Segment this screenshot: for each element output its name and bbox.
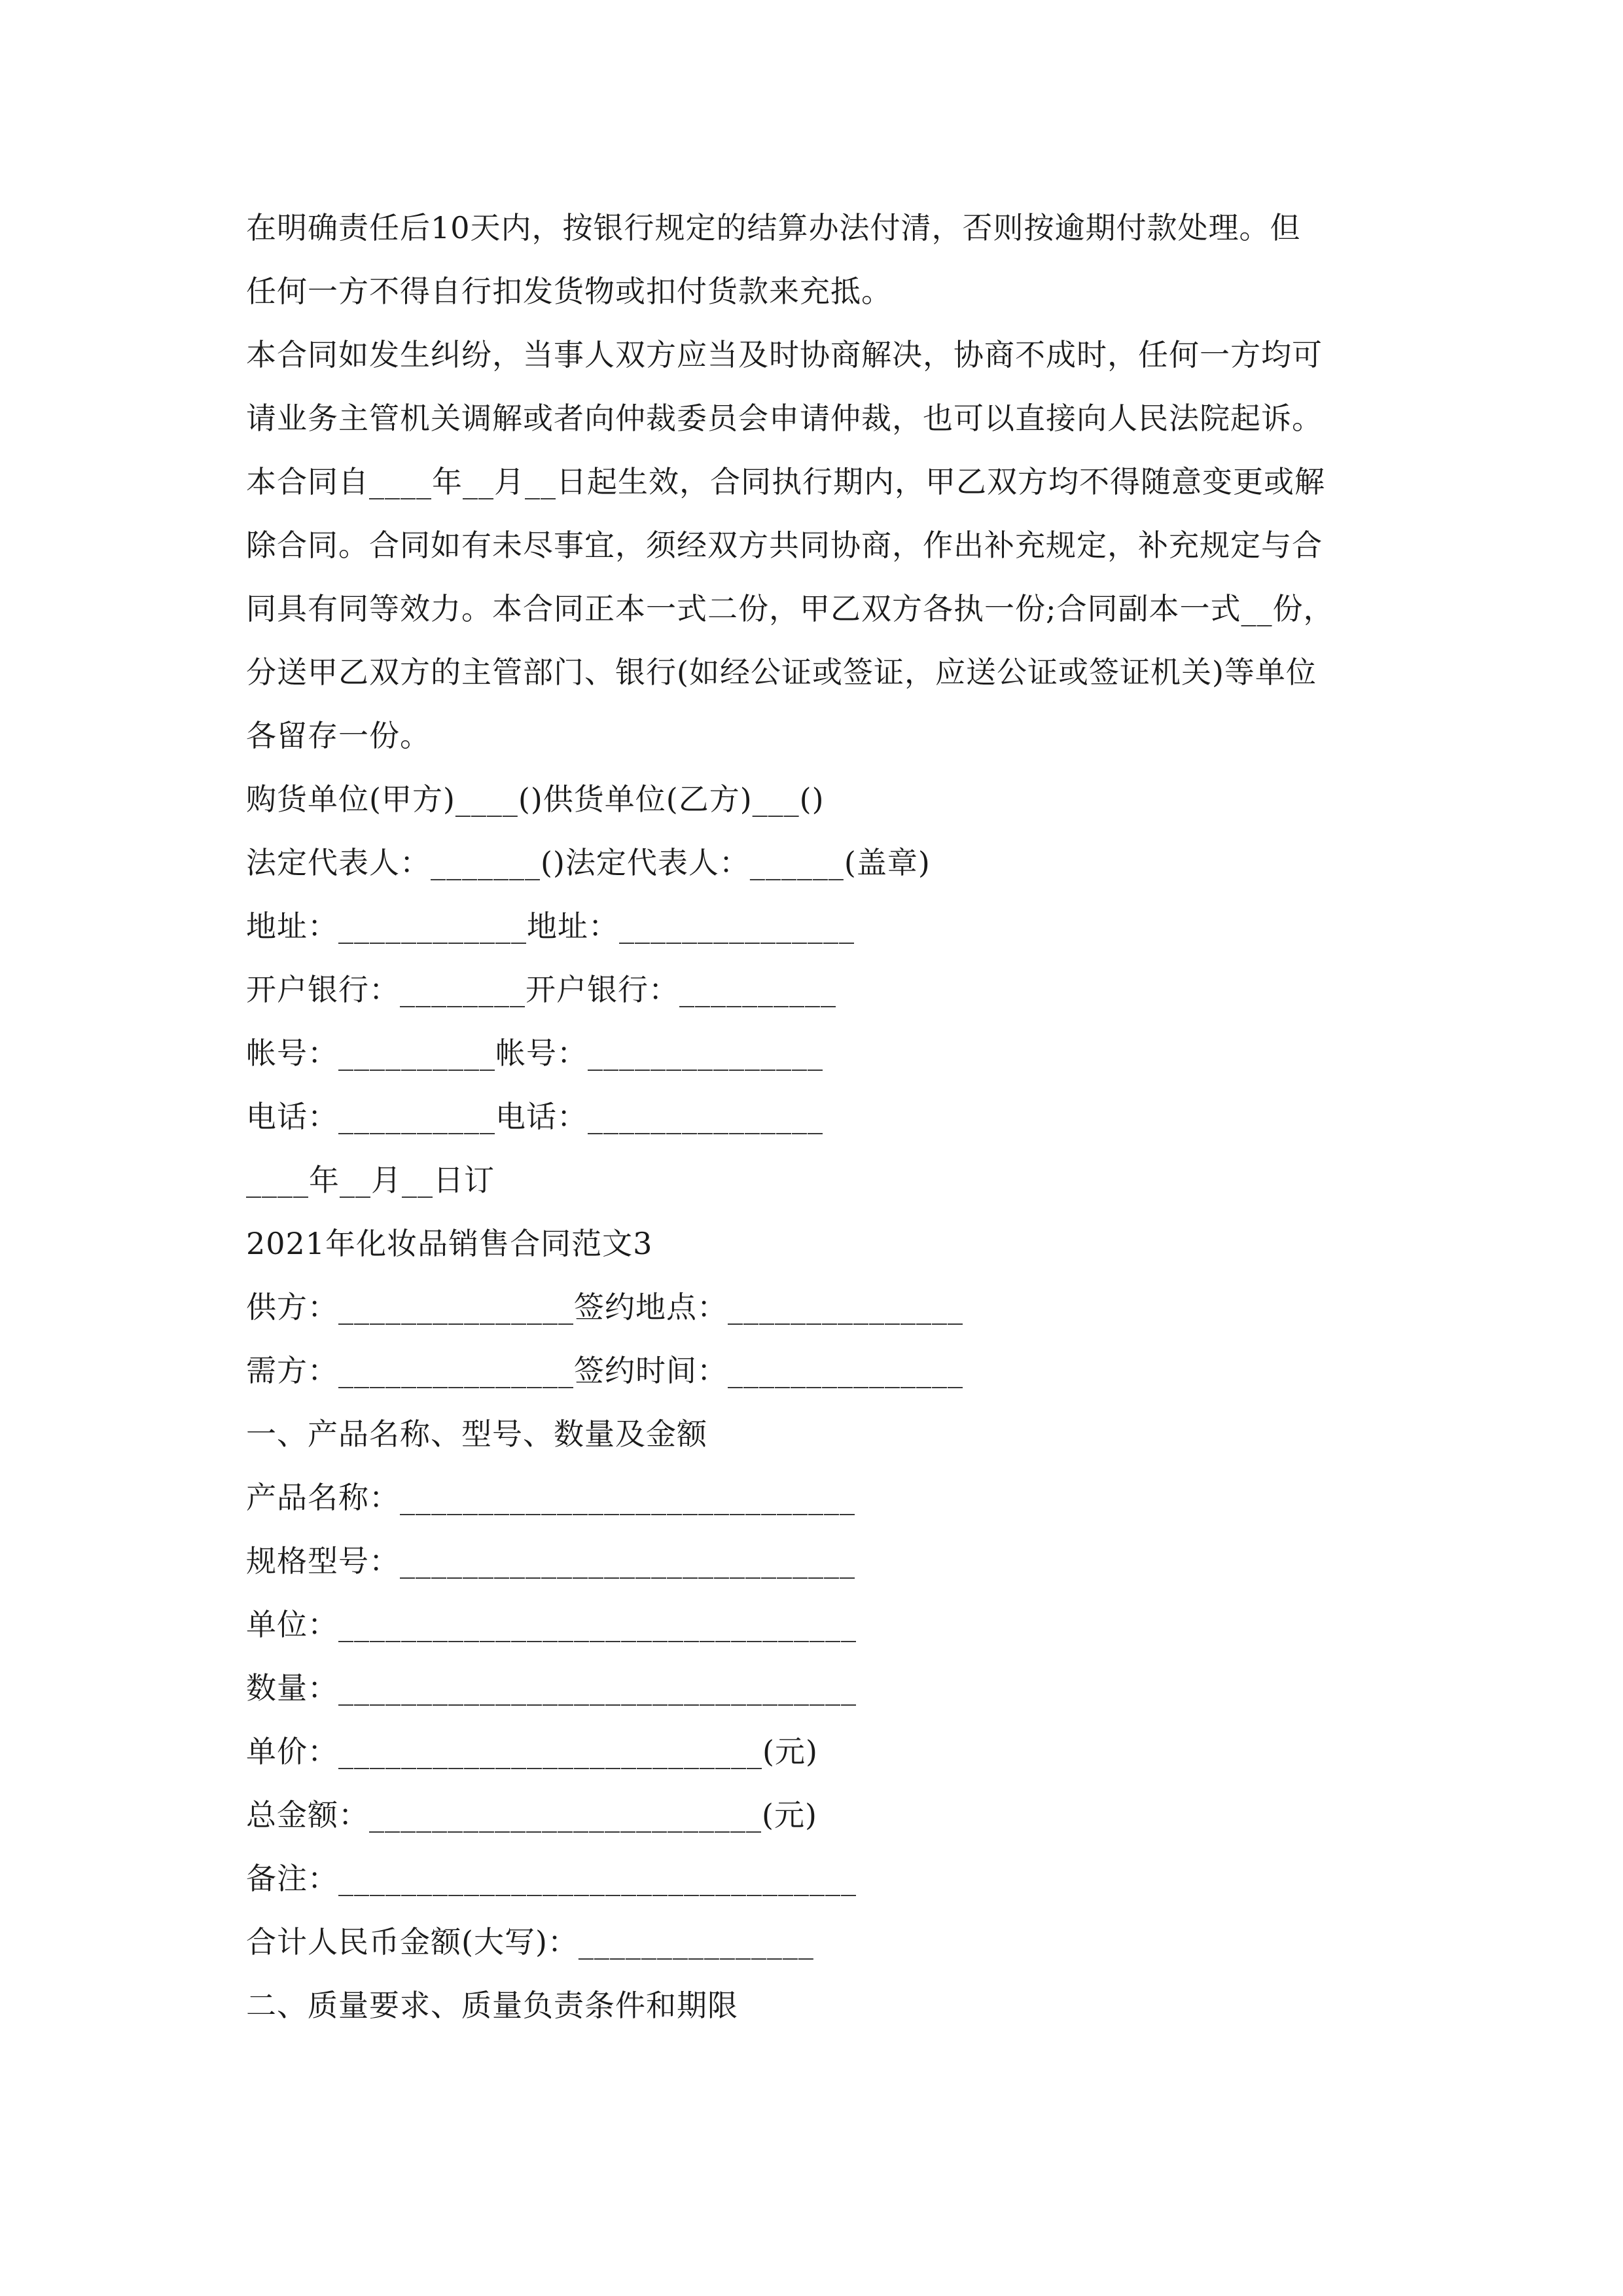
paragraph-line: 同具有同等效力。本合同正本一式二份，甲乙双方各执一份;合同副本一式__份， [246,591,1334,626]
form-line-total: 总金额：_________________________(元) [246,1797,817,1833]
form-line-amount-in-words: 合计人民币金额(大写)：_______________ [246,1924,814,1960]
form-line-model: 规格型号：_____________________________ [246,1543,855,1579]
paragraph-line: 请业务主管机关调解或者向仲裁委员会申请仲裁，也可以直接向人民法院起诉。 [246,401,1323,436]
signature-line-representative: 法定代表人：_______()法定代表人：______(盖章) [246,845,931,880]
form-line-supplier: 供方：_______________签约地点：_______________ [246,1289,963,1325]
signature-line-bank: 开户银行：________开户银行：__________ [246,972,836,1007]
paragraph-line: 除合同。合同如有未尽事宜，须经双方共同协商，作出补充规定，补充规定与合 [246,528,1323,563]
form-line-remarks: 备注：_________________________________ [246,1861,857,1896]
paragraph-line: 任何一方不得自行扣发货物或扣付货款来充抵。 [246,274,892,309]
signature-line-account: 帐号：__________帐号：_______________ [246,1035,823,1071]
clause-heading: 一、产品名称、型号、数量及金额 [246,1416,707,1452]
form-line-unit: 单位：_________________________________ [246,1607,857,1642]
form-line-buyer: 需方：_______________签约时间：_______________ [246,1353,963,1388]
paragraph-line: 各留存一份。 [246,718,431,753]
form-line-unit-price: 单价：___________________________(元) [246,1734,818,1769]
paragraph-line: 本合同自____年__月__日起生效，合同执行期内，甲乙双方均不得随意变更或解 [246,464,1325,499]
signature-date-line: ____年__月__日订 [246,1162,495,1198]
paragraph-line: 本合同如发生纠纷，当事人双方应当及时协商解决，协商不成时，任何一方均可 [246,337,1323,372]
clause-heading: 二、质量要求、质量负责条件和期限 [246,1988,738,2023]
paragraph-line: 在明确责任后10天内，按银行规定的结算办法付清，否则按逾期付款处理。但 [246,210,1301,245]
signature-line-parties: 购货单位(甲方)____()供货单位(乙方)___() [246,781,825,817]
section-title: 2021年化妆品销售合同范文3 [246,1226,653,1261]
paragraph-line: 分送甲乙双方的主管部门、银行(如经公证或签证，应送公证或签证机关)等单位 [246,655,1317,690]
form-line-product-name: 产品名称：_____________________________ [246,1480,855,1515]
signature-line-phone: 电话：__________电话：_______________ [246,1099,823,1134]
form-line-quantity: 数量：_________________________________ [246,1670,857,1706]
signature-line-address: 地址：____________地址：_______________ [246,908,855,944]
